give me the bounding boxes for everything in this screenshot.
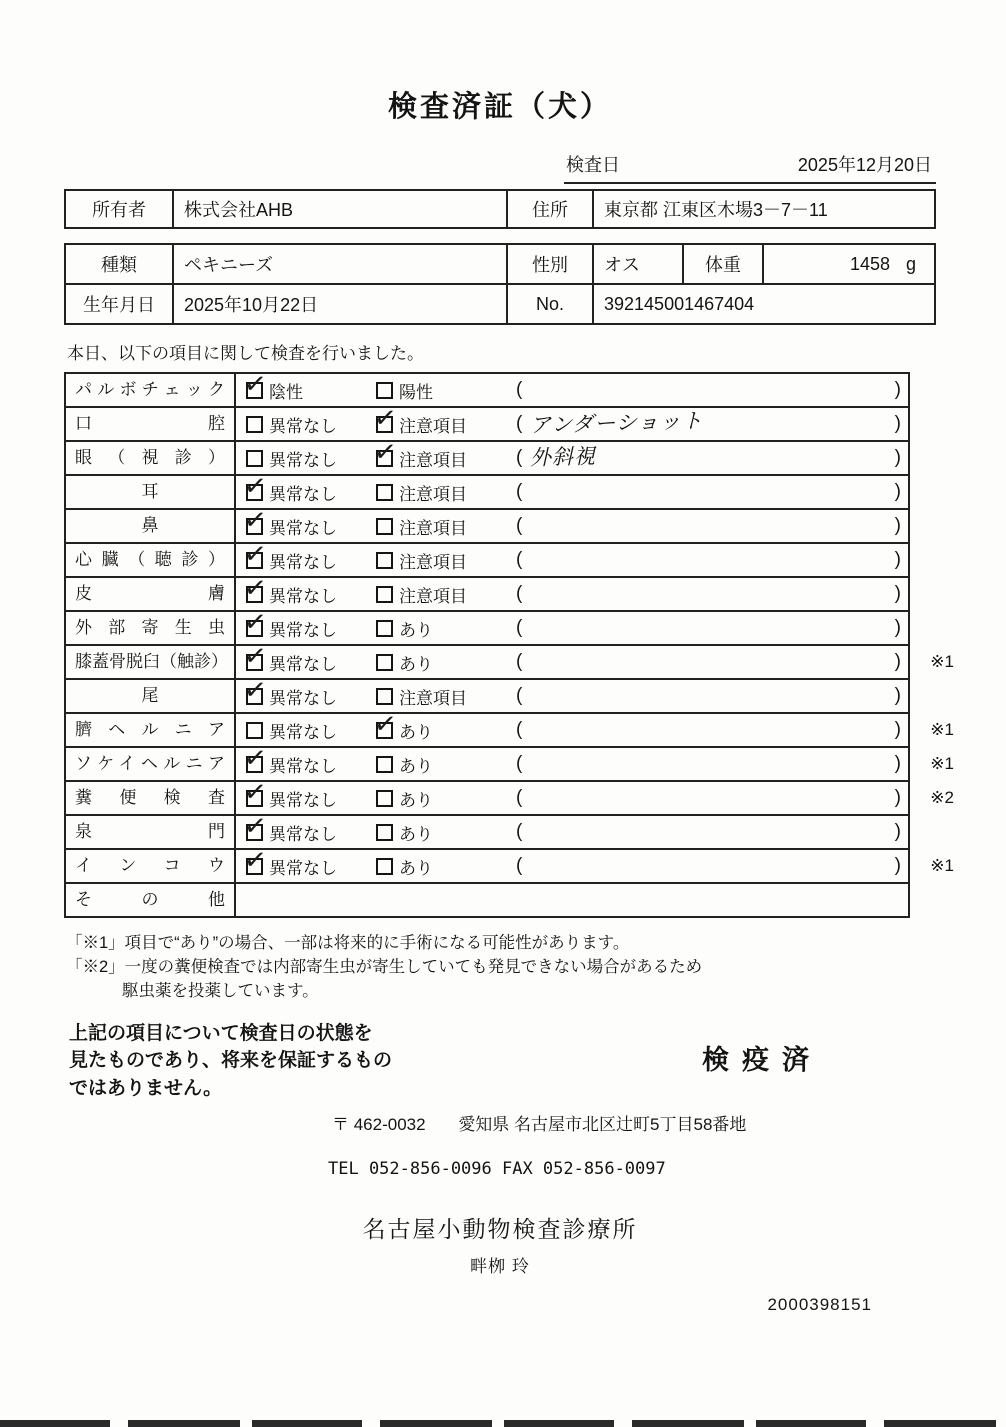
exam-row-content: [236, 612, 908, 644]
option-2: [376, 718, 516, 743]
weight-label: 体重: [682, 245, 762, 283]
handwritten-note: 外斜視: [530, 445, 597, 470]
weight-value-cell: [762, 245, 934, 283]
exam-date-value: 2025年12月20日: [797, 155, 932, 175]
exam-row-10: [66, 680, 908, 714]
address-label: 住所: [506, 191, 592, 227]
paren-close: ): [894, 753, 901, 774]
paren-close: ): [894, 651, 901, 672]
option-label: 注意項目: [399, 484, 467, 504]
exam-row-content: [236, 680, 908, 712]
exam-row-1: [66, 374, 908, 408]
footnote-2-line2: 駆虫薬を投薬しています。: [122, 981, 319, 1000]
checkbox-empty-icon: [246, 722, 263, 739]
checkbox-empty-icon: [376, 484, 393, 501]
exam-row-content: [236, 544, 908, 576]
checkbox-checked-icon: [246, 518, 263, 535]
option-1: [246, 684, 376, 709]
option-1: [246, 752, 376, 777]
pet-table-row-2: [66, 285, 934, 323]
exam-row-content: [236, 510, 908, 542]
checkbox-empty-icon: [376, 756, 393, 773]
option-label: 異常なし: [269, 416, 337, 436]
exam-item-label: 耳: [66, 476, 236, 508]
paren-close: ): [894, 413, 901, 434]
checkbox-empty-icon: [376, 824, 393, 841]
footnote-2-line1: 「※2」一度の糞便検査では内部寄生虫が寄生していても発見できない場合があるため: [66, 957, 703, 976]
paren-open: (: [516, 821, 523, 842]
paren-close: ): [894, 379, 901, 400]
paren-close: ): [894, 583, 901, 604]
option-2: [376, 480, 516, 505]
checkbox-empty-icon: [376, 688, 393, 705]
footnote-mark: ※1: [930, 856, 954, 875]
owner-value: 株式会社AHB: [172, 191, 506, 227]
option-label: 異常なし: [269, 484, 337, 504]
option-label: 注意項目: [399, 688, 467, 708]
option-2: [376, 378, 516, 403]
disclaimer-line3: ではありません。: [69, 1077, 223, 1099]
paren-open: (: [516, 549, 523, 570]
exam-row-content: [236, 782, 908, 814]
option-2: [376, 820, 516, 845]
paren-open: (: [516, 447, 523, 468]
exam-table: [64, 372, 954, 918]
exam-row-7: [66, 578, 908, 612]
paren-open: (: [516, 617, 523, 638]
checkbox-checked-icon: [246, 756, 263, 773]
paren-close: ): [894, 515, 901, 536]
exam-row-content: [236, 408, 908, 440]
option-label: 注意項目: [399, 518, 467, 538]
checkbox-checked-icon: [376, 722, 393, 739]
paren-close: ): [894, 685, 901, 706]
option-label: 注意項目: [399, 416, 467, 436]
exam-row-content: [236, 374, 908, 406]
paren-open: (: [516, 379, 523, 400]
exam-row-16: [66, 884, 908, 916]
address-value: 東京都 江東区木場3－7－11: [592, 191, 934, 227]
option-label: 異常なし: [269, 450, 337, 470]
exam-item-label: 外部寄生虫: [66, 612, 236, 644]
breed-value: ペキニーズ: [172, 245, 506, 283]
footnote-1: 「※1」項目で“あり”の場合、一部は将来的に手術になる可能性があります。: [66, 934, 630, 952]
owner-table: [64, 189, 936, 229]
pet-table-row-1: [66, 245, 934, 285]
checkbox-empty-icon: [376, 620, 393, 637]
option-label: 異常なし: [269, 552, 337, 572]
exam-item-label: ソケイヘルニア: [66, 748, 236, 780]
weight-unit: g: [905, 253, 916, 274]
paren-open: (: [516, 413, 523, 434]
exam-item-label: 膝蓋骨脱臼（触診）: [66, 646, 236, 678]
exam-row-12: [66, 748, 954, 782]
paren-close: ): [894, 719, 901, 740]
checkbox-checked-icon: [246, 484, 263, 501]
exam-item-label: 皮膚: [66, 578, 236, 610]
option-label: あり: [399, 790, 433, 810]
birth-value: 2025年10月22日: [172, 285, 506, 323]
option-label: 異常なし: [269, 518, 337, 538]
sex-value: オス: [592, 245, 682, 283]
exam-row-14: [66, 816, 908, 850]
exam-row-content: [236, 578, 908, 610]
exam-row-15: [66, 850, 954, 884]
option-1: [246, 412, 376, 437]
checkbox-empty-icon: [376, 790, 393, 807]
paren-open: (: [516, 719, 523, 740]
exam-item-label: 口腔: [66, 408, 236, 440]
clinic-tel-fax: TEL 052-856-0096 FAX 052-856-0097: [328, 1159, 666, 1180]
exam-row-content: [236, 646, 908, 678]
handwritten-note: アンダーショット: [530, 409, 705, 438]
exam-row-5: [66, 510, 908, 544]
option-label: 異常なし: [269, 790, 337, 810]
exam-item-label: 尾: [66, 680, 236, 712]
footnote-mark: ※1: [930, 720, 954, 739]
option-label: 注意項目: [399, 450, 467, 470]
paren-open: (: [516, 787, 523, 808]
page-title: 検査済証（犬）: [387, 91, 612, 123]
checkbox-empty-icon: [376, 552, 393, 569]
clinic-name: 名古屋小動物検査診療所: [362, 1216, 638, 1243]
exam-item-label: 泉門: [66, 816, 236, 848]
option-1: [246, 854, 376, 879]
paren-open: (: [516, 685, 523, 706]
checkbox-checked-icon: [246, 620, 263, 637]
footnote-mark: ※1: [930, 652, 954, 671]
paren-close: ): [894, 481, 901, 502]
option-1: [246, 446, 376, 471]
exam-row-8: [66, 612, 908, 646]
option-2: [376, 446, 516, 471]
option-label: あり: [399, 654, 433, 674]
exam-row-6: [66, 544, 908, 578]
checkbox-empty-icon: [246, 416, 263, 433]
option-2: [376, 514, 516, 539]
option-2: [376, 582, 516, 607]
exam-row-11: [66, 714, 954, 748]
option-2: [376, 412, 516, 437]
exam-item-label: その他: [66, 884, 236, 916]
option-label: あり: [399, 824, 433, 844]
option-label: 異常なし: [269, 654, 337, 674]
paren-open: (: [516, 651, 523, 672]
exam-row-content: [236, 884, 908, 916]
option-1: [246, 786, 376, 811]
option-label: 異常なし: [269, 858, 337, 878]
option-1: [246, 582, 376, 607]
option-1: [246, 480, 376, 505]
option-label: 注意項目: [399, 586, 467, 606]
disclaimer-line1: 上記の項目について検査日の状態を: [69, 1022, 373, 1044]
paren-close: ): [894, 855, 901, 876]
option-label: 異常なし: [269, 824, 337, 844]
option-label: 陽性: [399, 382, 433, 402]
exam-row-13: [66, 782, 954, 816]
option-2: [376, 752, 516, 777]
vet-name: 畔栁 玲: [470, 1257, 530, 1277]
checkbox-checked-icon: [246, 382, 263, 399]
option-label: あり: [399, 756, 433, 776]
checkbox-empty-icon: [376, 586, 393, 603]
checkbox-empty-icon: [376, 654, 393, 671]
exam-row-content: [236, 714, 908, 746]
exam-item-label: インコウ: [66, 850, 236, 882]
exam-date-label: 検査日: [566, 155, 620, 175]
paren-close: ): [894, 821, 901, 842]
option-label: 注意項目: [399, 552, 467, 572]
checkbox-empty-icon: [246, 450, 263, 467]
quarantine-stamp: 検疫済: [702, 1045, 822, 1075]
option-label: あり: [399, 722, 433, 742]
checkbox-empty-icon: [376, 518, 393, 535]
checkbox-checked-icon: [376, 416, 393, 433]
paren-close: ): [894, 447, 901, 468]
exam-item-label: 鼻: [66, 510, 236, 542]
checkbox-checked-icon: [246, 586, 263, 603]
checkbox-checked-icon: [246, 790, 263, 807]
exam-row-4: [66, 476, 908, 510]
paren-open: (: [516, 855, 523, 876]
intro-text: 本日、以下の項目に関して検査を行いました。: [67, 344, 424, 363]
option-label: 異常なし: [269, 756, 337, 776]
option-1: [246, 514, 376, 539]
paren-close: ): [894, 617, 901, 638]
paren-close: ): [894, 549, 901, 570]
paren-open: (: [516, 583, 523, 604]
certificate-content: [64, 0, 954, 1315]
breed-label: 種類: [101, 255, 137, 275]
option-1: [246, 820, 376, 845]
footnote-mark: ※2: [930, 788, 954, 807]
exam-date-row: [564, 151, 936, 184]
paren-close: ): [894, 787, 901, 808]
exam-item-label: 臍ヘルニア: [66, 714, 236, 746]
owner-label: 所有者: [92, 200, 146, 220]
checkbox-checked-icon: [246, 654, 263, 671]
option-label: 異常なし: [269, 586, 337, 606]
option-label: 異常なし: [269, 722, 337, 742]
exam-row-3: [66, 442, 908, 476]
exam-row-content: [236, 748, 908, 780]
checkbox-checked-icon: [246, 858, 263, 875]
exam-row-content: [236, 442, 908, 474]
exam-item-label: パルボチェック: [66, 374, 236, 406]
exam-row-content: [236, 850, 908, 882]
sex-label: 性別: [506, 245, 592, 283]
serial-number: 2000398151: [767, 1295, 872, 1315]
footnote-mark: ※1: [930, 754, 954, 773]
option-label: あり: [399, 620, 433, 640]
option-label: 異常なし: [269, 620, 337, 640]
option-2: [376, 650, 516, 675]
paren-open: (: [516, 753, 523, 774]
scan-edge-artifact: [0, 1420, 1006, 1427]
option-1: [246, 650, 376, 675]
clinic-postal-code: 〒 462-0032: [332, 1115, 426, 1135]
option-2: [376, 684, 516, 709]
exam-row-content: [236, 816, 908, 848]
option-2: [376, 786, 516, 811]
option-1: [246, 548, 376, 573]
weight-value: 1458: [849, 253, 890, 274]
exam-item-label: 眼（視診）: [66, 442, 236, 474]
exam-row-9: [66, 646, 954, 680]
option-label: 異常なし: [269, 688, 337, 708]
exam-row-2: [66, 408, 908, 442]
checkbox-empty-icon: [376, 858, 393, 875]
paren-open: (: [516, 515, 523, 536]
option-1: [246, 616, 376, 641]
option-2: [376, 854, 516, 879]
pet-table: [64, 243, 936, 325]
paren-open: (: [516, 481, 523, 502]
no-label: No.: [506, 285, 592, 323]
birth-label: 生年月日: [83, 295, 155, 315]
clinic-address-line: [64, 1110, 936, 1135]
footnotes: [64, 932, 936, 1004]
checkbox-empty-icon: [376, 382, 393, 399]
option-2: [376, 548, 516, 573]
exam-row-content: [236, 476, 908, 508]
exam-item-label: 心臓（聴診）: [66, 544, 236, 576]
option-label: あり: [399, 858, 433, 878]
no-value: 392145001467404: [592, 285, 934, 323]
option-2: [376, 616, 516, 641]
option-1: [246, 378, 376, 403]
option-1: [246, 718, 376, 743]
option-label: 陰性: [269, 382, 303, 402]
checkbox-checked-icon: [246, 824, 263, 841]
clinic-address: 愛知県 名古屋市北区辻町5丁目58番地: [458, 1115, 747, 1135]
disclaimer-line2: 見たものであり、将来を保証するもの: [69, 1050, 393, 1072]
checkbox-checked-icon: [376, 450, 393, 467]
exam-item-label: 糞便検査: [66, 782, 236, 814]
checkbox-checked-icon: [246, 688, 263, 705]
checkbox-checked-icon: [246, 552, 263, 569]
